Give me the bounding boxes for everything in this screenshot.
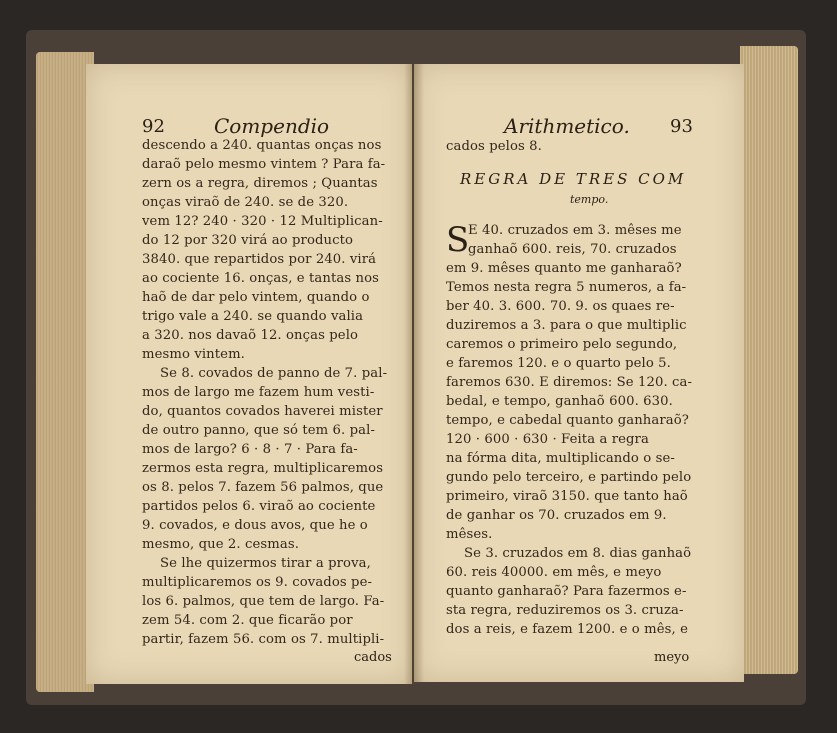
text-line: ao cociente 16. onças, e tantas nos <box>142 271 379 286</box>
text-line: a 320. nos davaõ 12. onças pelo <box>142 328 359 343</box>
left-running-head: Compendio <box>214 114 330 138</box>
text-line: cados pelos 8. <box>446 139 542 154</box>
book-gutter <box>404 64 424 684</box>
right-running-head: Arithmetico. <box>504 114 630 138</box>
text-line: gundo pelo terceiro, e partindo pelo <box>446 470 692 485</box>
text-line: ganhaõ 600. reis, 70. cruzados <box>468 242 677 257</box>
text-line: multiplicaremos os 9. covados pe- <box>142 575 373 590</box>
text-line: mêses. <box>446 527 493 542</box>
text-line: na fórma dita, multiplicando o se- <box>446 451 675 466</box>
text-line: dos a reis, e fazem 1200. e o mês, e <box>446 622 688 637</box>
text-line: daraõ pelo mesmo vintem ? Para fa- <box>142 157 386 172</box>
text-line: de outro panno, que só tem 6. pal- <box>142 423 376 438</box>
text-line: faremos 630. E diremos: Se 120. ca- <box>446 375 693 390</box>
section-title: REGRA DE TRES COM <box>460 170 687 188</box>
text-line: caremos o primeiro pelo segundo, <box>446 337 678 352</box>
text-line: zern os a regra, diremos ; Quantas <box>142 176 378 191</box>
left-page-number: 92 <box>142 116 165 137</box>
text-line: de ganhar os 70. cruzados em 9. <box>446 508 667 523</box>
text-line: zermos esta regra, multiplicaremos <box>142 461 384 476</box>
text-line: duziremos a 3. para o que multiplic <box>446 318 687 333</box>
right-page-first-line <box>446 137 708 156</box>
text-line: e faremos 120. e o quarto pelo 5. <box>446 356 671 371</box>
drop-capital: S <box>446 220 470 260</box>
text-line: ber 40. 3. 600. 70. 9. os quaes re- <box>446 299 675 314</box>
text-line: 60. reis 40000. em mês, e meyo <box>446 565 662 580</box>
text-line: mesmo, que 2. cesmas. <box>142 537 299 552</box>
text-line: mos de largo me fazem hum vesti- <box>142 385 375 400</box>
text-line: do, quantos covados haverei mister <box>142 404 383 419</box>
text-line: 9. covados, e dous avos, que he o <box>142 518 368 533</box>
text-line: do 12 por 320 virá ao producto <box>142 233 354 248</box>
text-line: vem 12? 240 · 320 · 12 Multiplican- <box>142 214 383 229</box>
text-line: Se 8. covados de panno de 7. pal- <box>160 366 388 381</box>
section-subtitle: tempo. <box>570 193 609 206</box>
text-line: los 6. palmos, que tem de largo. Fa- <box>142 594 385 609</box>
text-line: zem 54. com 2. que ficarão por <box>142 613 353 628</box>
right-catchword: meyo <box>654 650 690 665</box>
text-line: trigo vale a 240. se quando valia <box>142 309 364 324</box>
text-line: Temos nesta regra 5 numeros, a fa- <box>446 280 687 295</box>
text-line: Se 3. cruzados em 8. dias ganhaõ <box>464 546 692 561</box>
page-edges-right <box>740 46 798 674</box>
text-line: 3840. que repartidos por 240. virá <box>142 252 377 267</box>
text-line: em 9. mêses quanto me ganharaõ? <box>446 261 682 276</box>
text-line: sta regra, reduziremos os 3. cruza- <box>446 603 684 618</box>
left-page-text <box>142 136 394 649</box>
text-line: haõ de dar pelo vintem, quando o <box>142 290 370 305</box>
text-line: os 8. pelos 7. fazem 56 palmos, que <box>142 480 384 495</box>
text-line: bedal, e tempo, ganhaõ 600. 630. <box>446 394 673 409</box>
text-line: partir, fazem 56. com os 7. multipli- <box>142 632 385 647</box>
text-line: onças viraõ de 240. se de 320. <box>142 195 349 210</box>
right-page-text <box>446 221 708 639</box>
text-line: Se lhe quizermos tirar a prova, <box>160 556 371 571</box>
text-line: partidos pelos 6. viraõ ao cociente <box>142 499 376 514</box>
text-line: mos de largo? 6 · 8 · 7 · Para fa- <box>142 442 358 457</box>
text-line: mesmo vintem. <box>142 347 245 362</box>
text-line: quanto ganharaõ? Para fazermos e- <box>446 584 687 599</box>
text-line: E 40. cruzados em 3. mêses me <box>468 223 682 238</box>
right-page-number: 93 <box>670 116 693 137</box>
left-catchword: cados <box>354 650 392 665</box>
text-line: descendo a 240. quantas onças nos <box>142 138 382 153</box>
text-line: 120 · 600 · 630 · Feita a regra <box>446 432 649 447</box>
text-line: primeiro, viraõ 3150. que tanto haõ <box>446 489 688 504</box>
text-line: tempo, e cabedal quanto ganharaõ? <box>446 413 689 428</box>
